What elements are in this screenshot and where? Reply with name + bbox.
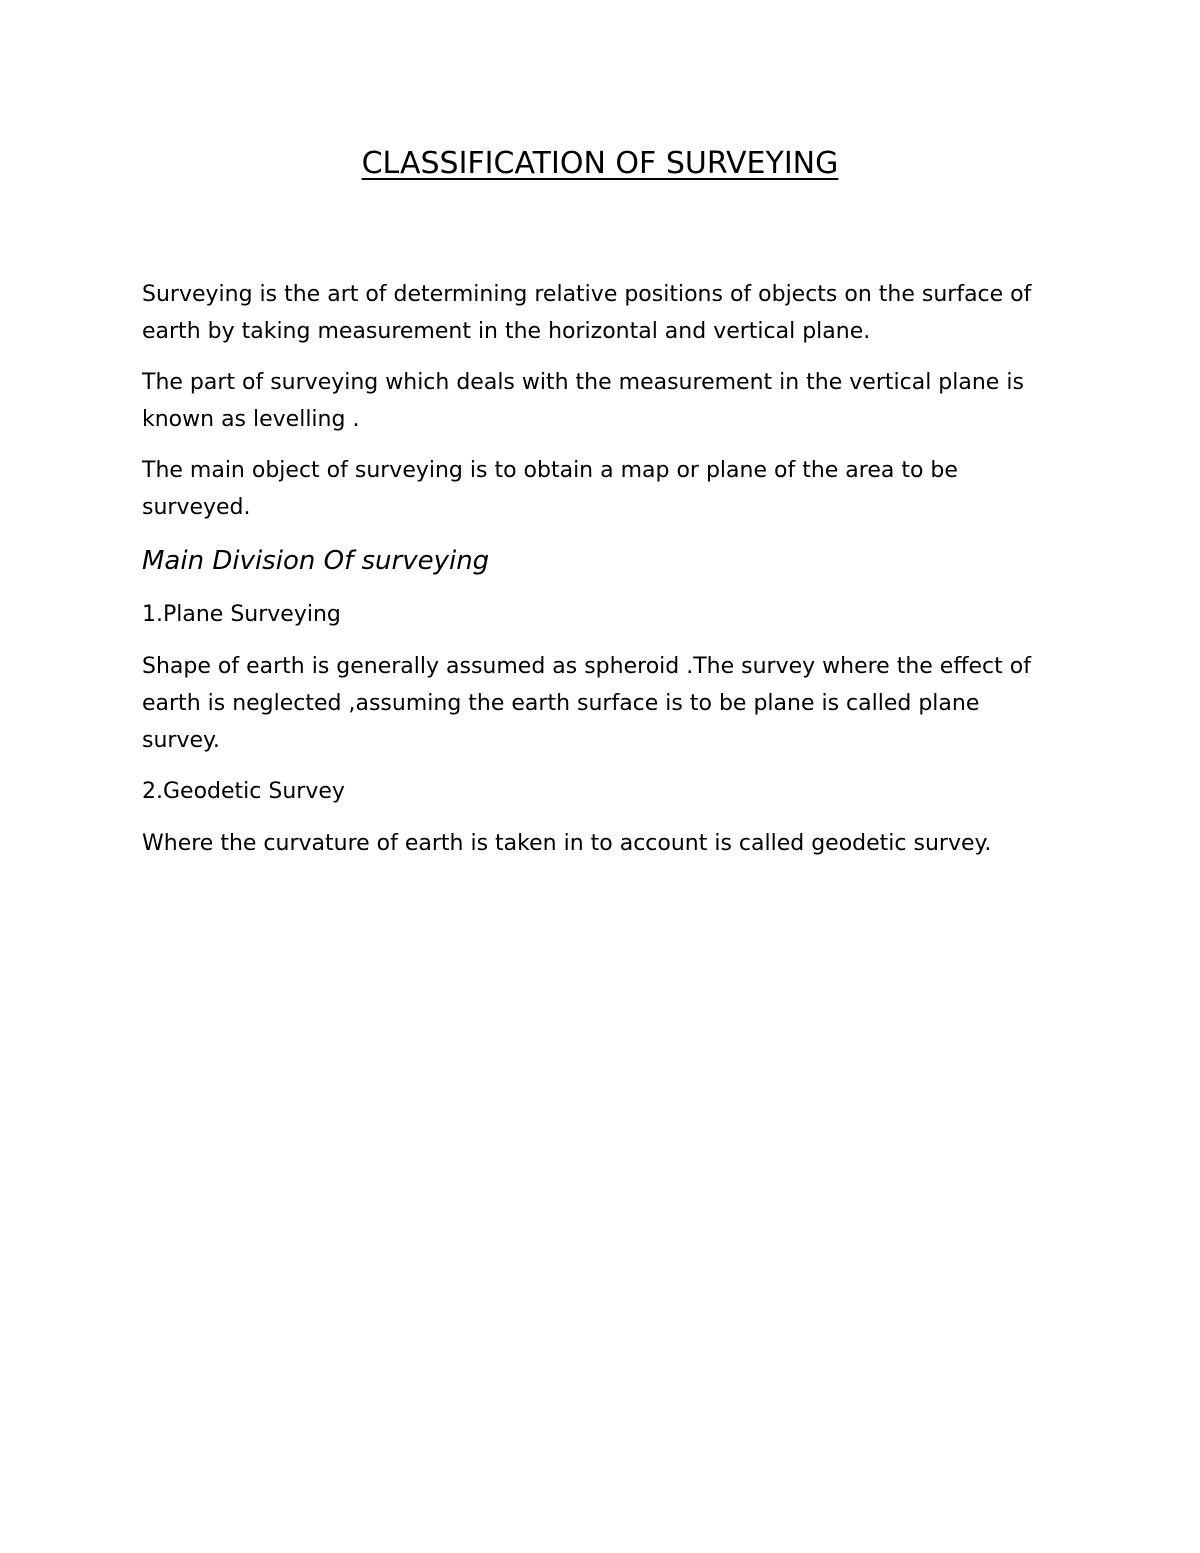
- section-heading: Main Division Of surveying: [142, 546, 490, 576]
- paragraph-main-object: The main object of surveying is to obtain a map or plane of the area to be surveyed.: [142, 458, 958, 520]
- division-text-geodetic: Where the curvature of earth is taken in to account is called geodetic survey.: [142, 831, 992, 856]
- division-text-plane: Shape of earth is generally assumed as spheroid .The survey where the effect of earth is neglected ,assuming the earth surface is to be plane is called plane survey.: [142, 654, 1031, 753]
- page-title: CLASSIFICATION OF SURVEYING: [361, 146, 839, 181]
- division-heading-geodetic: 2.Geodetic Survey: [142, 779, 345, 804]
- division-heading-plane: 1.Plane Surveying: [142, 602, 341, 627]
- paragraph-definition: Surveying is the art of determining relative positions of objects on the surface of earth by taking measurement in the horizontal and vertical plane.: [142, 282, 1032, 344]
- paragraph-levelling: The part of surveying which deals with the measurement in the vertical plane is known as levelling .: [142, 370, 1024, 432]
